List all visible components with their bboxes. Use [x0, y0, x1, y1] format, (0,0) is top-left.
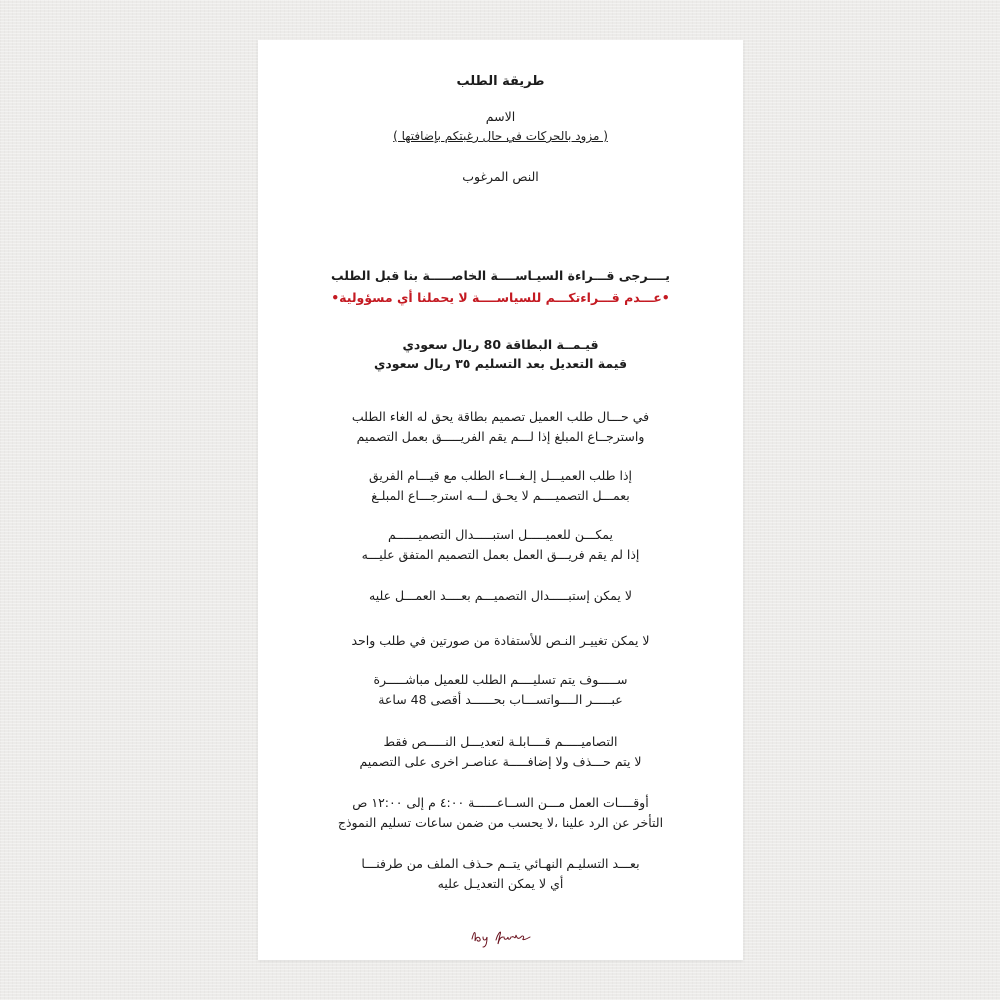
rule-line: التأخر عن الرد علينا ،لا يحسب من ضمن ساعات تسليم النموذج [337, 815, 664, 830]
rule-line: أوقــــات العمل مـــن الســاعــــــة ٤:٠٠ م إلى ١٢:٠٠ ص [352, 795, 649, 810]
rule-item [258, 466, 743, 506]
rule-item [258, 525, 743, 565]
rule-line: بعمـــل التصميــــم لا يحـق لـــه استرجـــاع المبلـغ [371, 488, 630, 503]
rule-line: أي لا يمكن التعديـل عليه [437, 876, 564, 891]
rule-line: يمكـــن للعميـــــل استبـــــدال التصميــــــم [388, 527, 613, 542]
rule-line: لا يمكن تغييـر النـص للأستفادة من صورتين في طلب واحد [351, 633, 650, 648]
edit-price: قيمة التعديل بعد التسليم ٣٥ ريال سعودي [373, 356, 628, 371]
text-label: النص المرغوب [462, 169, 539, 184]
card-price: قيـمــة البطاقة 80 ريال سعودي [402, 337, 599, 352]
rule-item [258, 670, 743, 710]
page-title: طريقة الطلب [456, 74, 545, 89]
rule-item [258, 586, 743, 606]
rule-item [258, 732, 743, 772]
signature-logo [468, 925, 538, 949]
rule-line: لا يمكن إستبـــــدال التصميـــم بعــــد العمـــل عليه [369, 588, 632, 603]
policy-warning: •عـــدم قـــراءتكـــم للسياســــة لا يحملنا أي مسؤولية• [331, 290, 670, 305]
rule-line: التصاميـــــم قــــابلـة لتعديـــل النـــــص فقط [383, 734, 618, 749]
rule-line: إذا لم يقم فريـــق العمل بعمل التصميم المتفق عليـــه [361, 547, 640, 562]
rule-item [258, 631, 743, 651]
policy-notice: يــــرجى قـــراءة السيـاســــة الخاصـــــة بنا قبل الطلب [330, 268, 670, 283]
rule-item [258, 854, 743, 894]
rule-line: ســـــوف يتم تسليــــم الطلب للعميل مباشـــــرة [373, 672, 628, 687]
name-note: ( مزود بالحركات في حال رغبتكم بإضافتها ) [393, 129, 608, 143]
policy-card [258, 40, 743, 960]
rule-item [258, 407, 743, 447]
rule-line: عبـــــر الــــواتســـاب بحــــــد أقصى 48 ساعة [378, 692, 623, 707]
rule-line: إذا طلب العميـــل إلـغـــاء الطلب مع قيـــام الفريق [368, 468, 633, 483]
name-label: الاسم [485, 109, 516, 124]
rule-line: في حـــال طلب العميل تصميم بطاقة يحق له الغاء الطلب [351, 409, 650, 424]
rule-line: بعـــد التسليـم النهـائي يتــم حـذف الملف من طرفنـــا [361, 856, 640, 871]
rule-line: لا يتم حـــذف ولا إضافـــــة عناصـر اخرى على التصميم [359, 754, 642, 769]
rule-line: واسترجــاع المبلغ إذا لـــم يقم الفريـــــق بعمل التصميم [356, 429, 645, 444]
rule-item [258, 793, 743, 833]
